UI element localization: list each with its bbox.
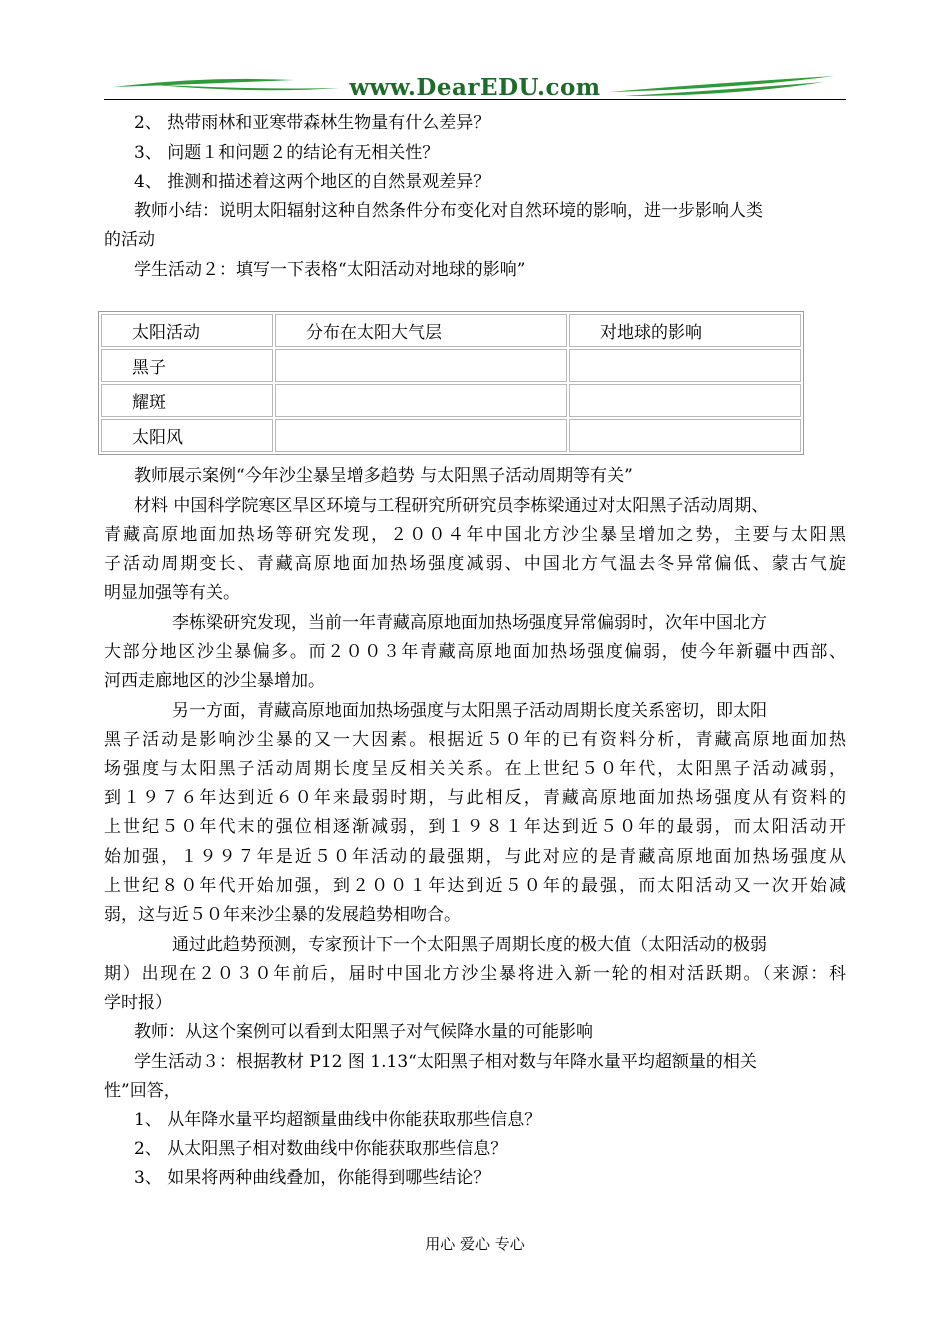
page-footer: 用心 爱心 专心 (425, 1235, 525, 1253)
table-cell[interactable] (569, 419, 801, 452)
case-p1-line: 明显加强等有关。 (104, 583, 240, 603)
question-4: 4、 推测和描述着这两个地区的自然景观差异？ (134, 172, 491, 192)
case-p3-line: 场强度与太阳黑子活动周期长度呈反相关关系。在上世纪５０年代，太阳黑子活动减弱， (104, 759, 846, 779)
header-divider (104, 99, 846, 100)
teacher-note: 教师：从这个案例可以看到太阳黑子对气候降水量的可能影响 (134, 1022, 593, 1042)
table-row (101, 349, 801, 382)
case-p3-line: 另一方面，青藏高原地面加热场强度与太阳黑子活动周期长度关系密切，即太阳 (172, 701, 767, 721)
case-p3-line: 始加强，１９９７年是近５０年活动的最强期，与此对应的是青藏高原地面加热场强度从 (104, 847, 846, 867)
student-activity-2: 学生活动２：填写一下表格“太阳活动对地球的影响” (134, 260, 526, 280)
task-3: 3、 如果将两种曲线叠加，你能得到哪些结论？ (134, 1168, 491, 1188)
case-title: 教师展示案例“今年沙尘暴呈增多趋势 与太阳黑子活动周期等有关” (134, 466, 633, 486)
table-cell: 耀斑 (101, 384, 273, 417)
table-cell[interactable] (275, 349, 567, 382)
case-p2-line: 李栋梁研究发现，当前一年青藏高原地面加热场强度异常偏弱时，次年中国北方 (172, 613, 767, 633)
student-activity-3-line-1: 学生活动３：根据教材 P12 图 1.13“太阳黑子相对数与年降水量平均超额量的相关 (134, 1052, 757, 1072)
table-row (101, 384, 801, 417)
solar-activity-table (98, 311, 804, 461)
table-header-cell: 对地球的影响 (569, 314, 801, 347)
table-header-cell: 分布在太阳大气层 (275, 314, 567, 347)
table-header-row (101, 314, 801, 347)
case-p4-line: 学时报） (104, 993, 172, 1013)
table-cell: 黑子 (101, 349, 273, 382)
task-2: 2、 从太阳黑子相对数曲线中你能获取那些信息？ (134, 1139, 508, 1159)
task-1: 1、 从年降水量平均超额量曲线中你能获取那些信息？ (134, 1110, 542, 1130)
case-p4-line: 期）出现在２０３０年前后，届时中国北方沙尘暴将进入新一轮的相对活跃期。（来源：科 (104, 964, 846, 984)
case-p4-line: 通过此趋势预测，专家预计下一个太阳黑子周期长度的极大值（太阳活动的极弱 (172, 935, 767, 955)
student-activity-3-line-2: 性”回答， (104, 1081, 181, 1101)
table-cell[interactable] (569, 349, 801, 382)
table-cell[interactable] (275, 384, 567, 417)
site-url[interactable]: www.DearEDU.com (349, 74, 601, 101)
case-p2-line: 河西走廊地区的沙尘暴增加。 (104, 671, 325, 691)
case-p2-line: 大部分地区沙尘暴偏多。而２００３年青藏高原地面加热场强度偏弱，使今年新疆中西部、 (104, 642, 846, 662)
table-cell[interactable] (569, 384, 801, 417)
question-3: 3、 问题１和问题２的结论有无相关性？ (134, 143, 440, 163)
case-p3-line: 上世纪８０年代开始加强，到２００１年达到近５０年的最强，而太阳活动又一次开始减 (104, 876, 846, 896)
case-p3-line: 上世纪５０年代末的强位相逐渐减弱，到１９８１年达到近５０年的最弱，而太阳活动开 (104, 817, 846, 837)
table-cell: 太阳风 (101, 419, 273, 452)
case-p1-line: 青藏高原地面加热场等研究发现，２００４年中国北方沙尘暴呈增加之势，主要与太阳黑 (104, 525, 846, 545)
teacher-summary-line-1: 教师小结：说明太阳辐射这种自然条件分布变化对自然环境的影响，进一步影响人类 (134, 201, 763, 221)
table-row (101, 419, 801, 452)
case-p3-line: 弱，这与近５０年来沙尘暴的发展趋势相吻合。 (104, 905, 461, 925)
table-header-cell: 太阳活动 (101, 314, 273, 347)
case-p1-line: 子活动周期变长、青藏高原地面加热场强度减弱、中国北方气温去冬异常偏低、蒙古气旋 (104, 554, 846, 574)
teacher-summary-line-2: 的活动 (104, 230, 155, 250)
case-p1-line: 材料 中国科学院寒区旱区环境与工程研究所研究员李栋梁通过对太阳黑子活动周期、 (134, 496, 769, 516)
case-p3-line: 黑子活动是影响沙尘暴的又一大因素。根据近５０年的已有资料分析，青藏高原地面加热 (104, 730, 846, 750)
table-cell[interactable] (275, 419, 567, 452)
question-2: 2、 热带雨林和亚寒带森林生物量有什么差异？ (134, 113, 491, 133)
case-p3-line: 到１９７６年达到近６０年来最弱时期，与此相反，青藏高原地面加热场强度从有资料的 (104, 788, 846, 808)
